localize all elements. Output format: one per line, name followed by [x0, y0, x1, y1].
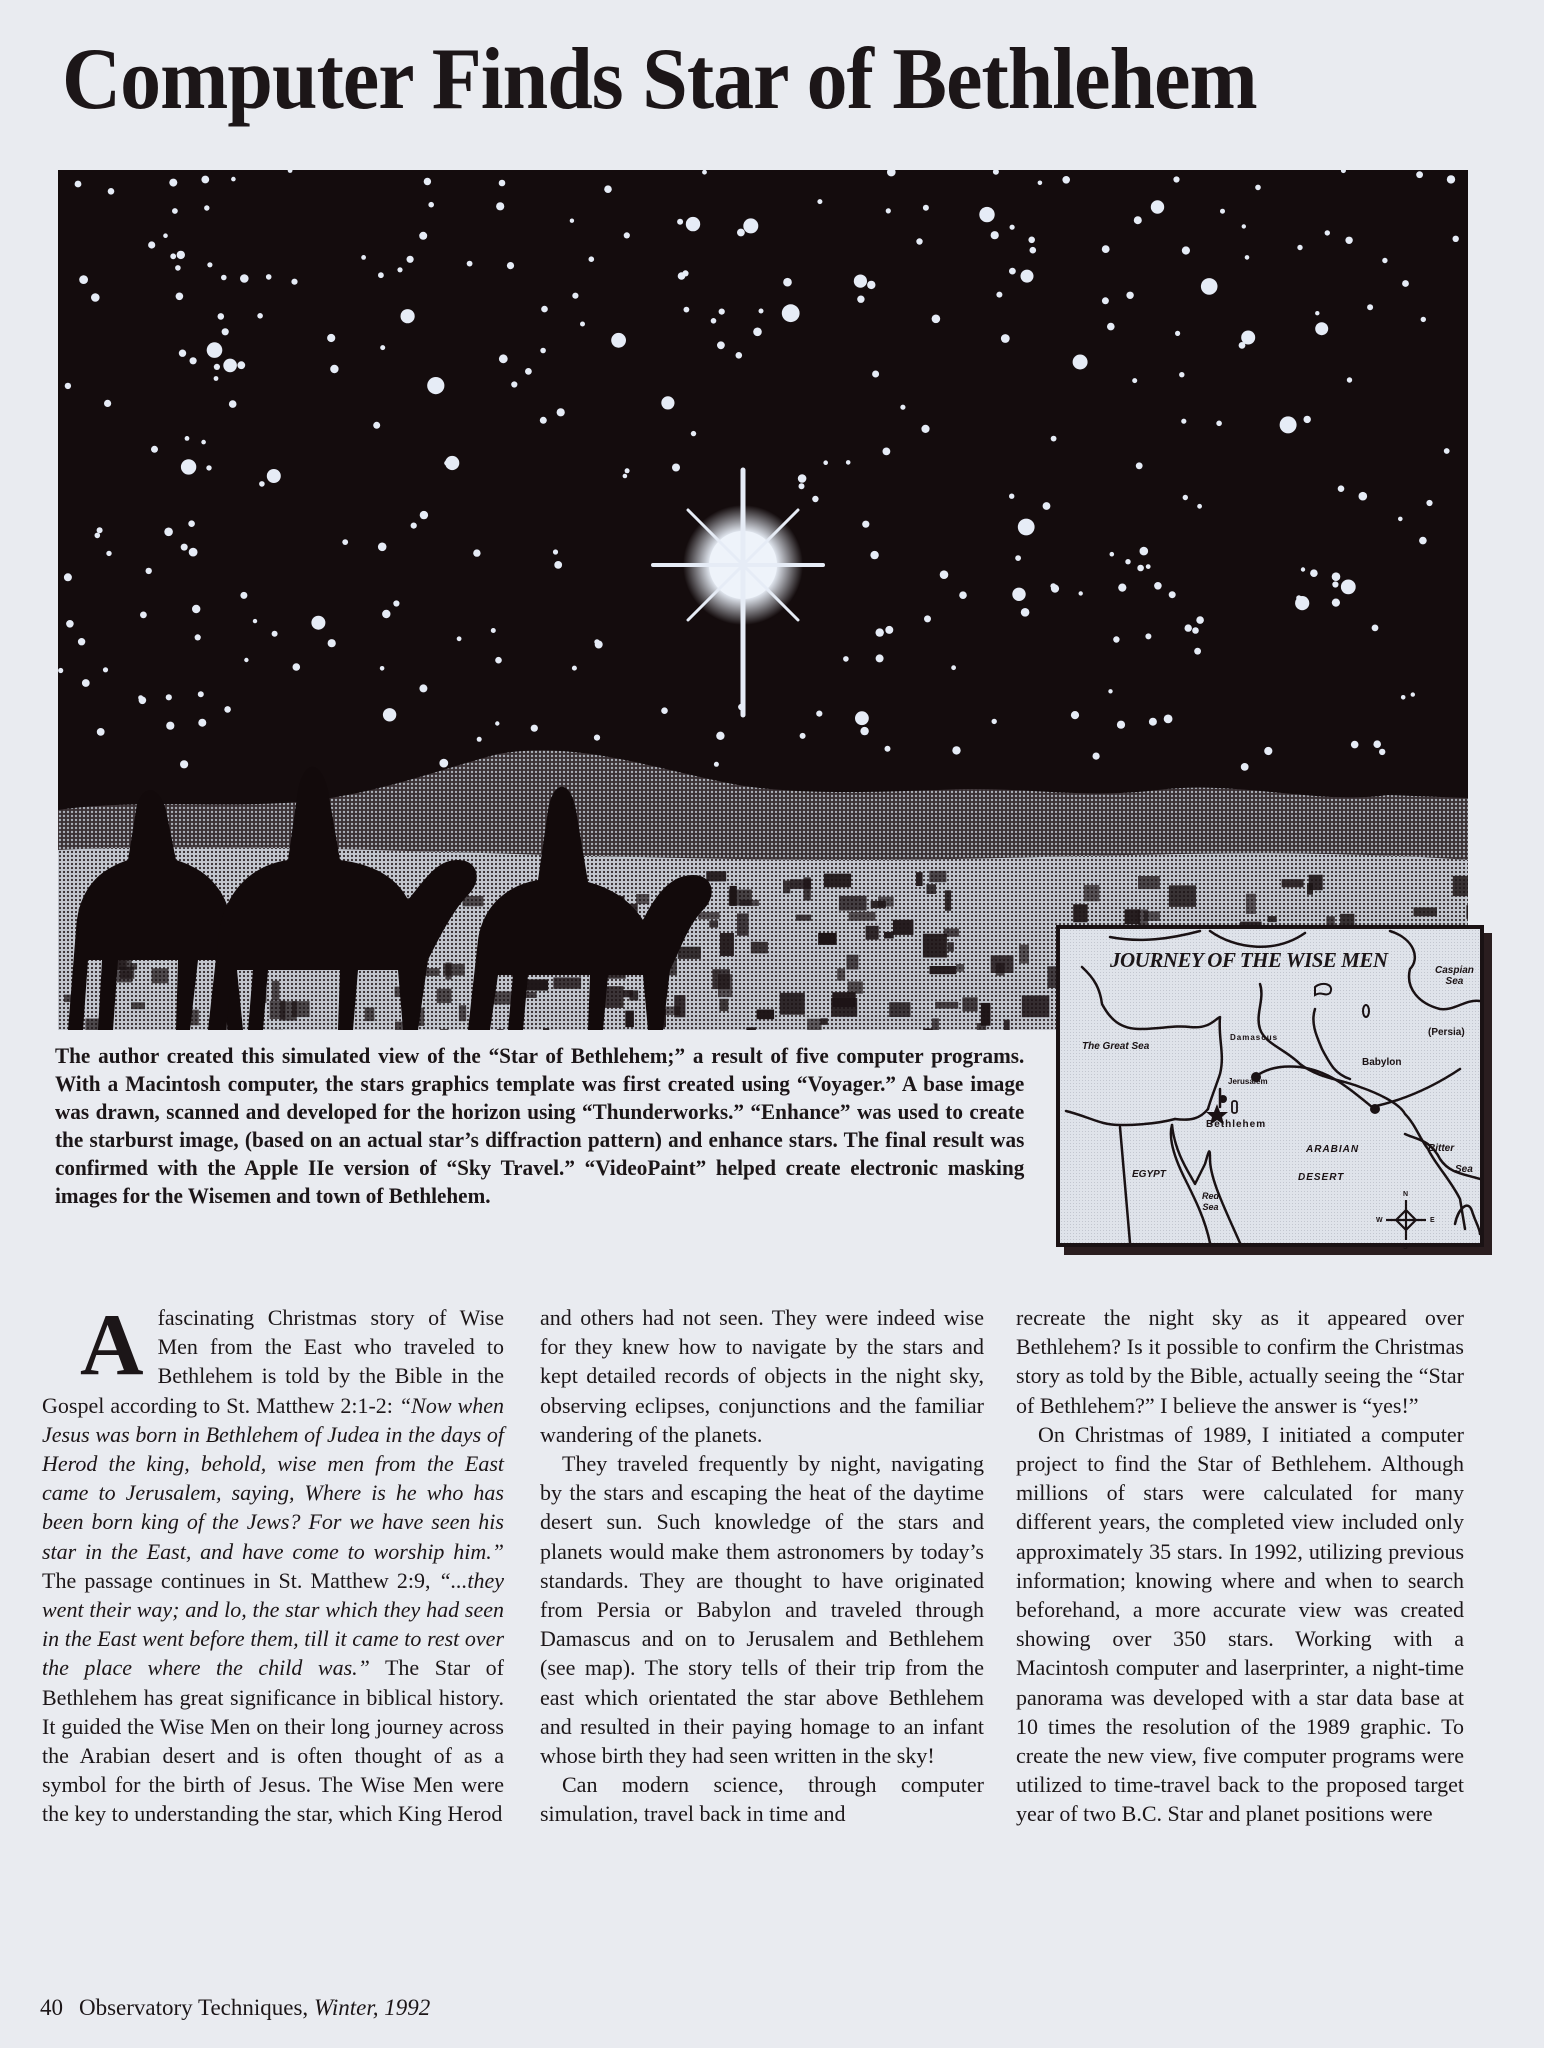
map-label-arabian: ARABIAN	[1306, 1144, 1360, 1155]
map-label-egypt: EGYPT	[1132, 1169, 1166, 1180]
body-column-1	[42, 1297, 504, 1829]
issue-date: Winter, 1992	[313, 1995, 431, 2020]
map-label-red-sea: Red Sea	[1202, 1191, 1220, 1212]
matthew-2-9-quote: “...they went their way; and lo, the star which they had seen in the East went before them, till it came to rest over the place where the child was.”	[42, 1567, 504, 1681]
map-label-caspian-sea: Caspian Sea	[1435, 965, 1474, 987]
map-label-jerusalem: Jerusalem	[1228, 1077, 1268, 1086]
map-label-bitter: Bitter	[1428, 1143, 1455, 1154]
matthew-2-1-quote: “Now when Jesus was born in Bethlehem of Judea in the days of Herod the king, behold, wise men from the East came to Jerusalem, saying, Where is he who has been born king of the Jews? For we have seen his star in the East, and have come to worship him.”	[42, 1392, 504, 1564]
compass-w: W	[1376, 1217, 1383, 1224]
map-label-great-sea: The Great Sea	[1082, 1041, 1150, 1052]
publication-name: Observatory Techniques,	[79, 1995, 309, 2020]
article-title: Computer Finds Star of Bethlehem	[62, 31, 1257, 128]
col2-paragraph-3: Can modern science, through computer simulation, travel back in time and	[540, 1772, 984, 1827]
jerusalem-marker	[1219, 1095, 1227, 1103]
col1-text-b: The passage continues in St. Matthew 2:9,	[42, 1567, 439, 1593]
col3-paragraph-2: On Christmas of 1989, I initiated a computer project to find the Star of Bethlehem. Although millions of stars were calculated for many different years, the completed view included only approximately 35 stars. In 1992, utilizing previous information; knowing where and when to search beforehand, a more accurate view was created showing over 350 stars. Working with a Macintosh computer and laserprinter, a night-time panorama was developed with a star data base at 10 times the resolution of the 1989 graphic. To create the new view, five computer programs were utilized to time-travel back to the proposed target year of two B.C. Star and planet positions were	[1016, 1421, 1464, 1827]
compass-n: N	[1403, 1191, 1409, 1198]
map-label-damascus: Damascus	[1230, 1033, 1279, 1042]
star-of-bethlehem-illustration	[58, 170, 1468, 1030]
map-label-babylon: Babylon	[1362, 1057, 1402, 1068]
col2-paragraph-1: and others had not seen. They were indeed wise for they knew how to navigate by the stars and kept detailed records of objects in the night sky, observing eclipses, conjunctions and the familiar wandering of the planets.	[540, 1305, 984, 1447]
night-sky-scene	[58, 170, 1468, 1030]
starburst-icon	[653, 470, 823, 715]
figure-caption: The author created this simulated view of the “Star of Bethlehem;” a result of five computer programs. With a Macintosh computer, the stars graphics template was first created using “Voyager.” A base image was drawn, scanned and developed for the horizon using “Thunderworks.” “Enhance” was used to create the starburst image, (based on an actual star’s diffraction pattern) and enhance stars. The final result was confirmed with the Apple IIe version of “Sky Travel.” “VideoPaint” helped create electronic masking images for the Wisemen and town of Bethlehem.	[55, 1043, 1025, 1208]
stars-field	[58, 170, 1459, 771]
col1-text-c: The Star of Bethlehem has great significance in biblical history. It guided the Wise Men on their long journey across the Arabian desert and is often thought of as a symbol for the birth of Jesus. The Wise Men were the key to understanding the star, which King Herod	[42, 1655, 504, 1827]
map-label-desert: DESERT	[1298, 1172, 1345, 1183]
journey-map	[1056, 925, 1484, 1251]
col3-paragraph-1: recreate the night sky as it appeared over Bethlehem? Is it possible to confirm the Christmas story as told by the Bible, actually seeing the “Star of Bethlehem?” I believe the answer is “yes!”	[1016, 1305, 1464, 1418]
drop-cap: A	[80, 1297, 144, 1394]
page-footer	[40, 1995, 430, 2021]
compass-e: E	[1430, 1217, 1435, 1224]
map-label-bethlehem: Bethlehem	[1206, 1119, 1267, 1130]
map-label-persia: (Persia)	[1428, 1027, 1465, 1038]
col2-paragraph-2: They traveled frequently by night, navigating by the stars and escaping the heat of the daytime desert sun. Such knowledge of the stars and planets would make them astronomers by today’s standards. They are thought to have originated from Persia or Babylon and traveled through Damascus and on to Jerusalem and Bethlehem (see map). The story tells of their trip from the east which orientated the star above Bethlehem and resulted in their paying homage to an infant whose birth they had seen written in the sky!	[540, 1451, 984, 1769]
body-column-3	[1016, 1303, 1464, 1829]
map-title: JOURNEY OF THE WISE MEN	[1110, 948, 1388, 972]
body-column-2	[540, 1303, 984, 1829]
map-label-sea: Sea	[1455, 1164, 1473, 1175]
col1-text-a: fascinating Christmas story of Wise Men from the East who traveled to Bethlehem is told by the Bible in the Gospel according to St. Matthew 2:1-2:	[42, 1305, 504, 1418]
page-number: 40	[40, 1995, 63, 2020]
compass-s: S	[1403, 1244, 1408, 1251]
map-outline	[1060, 929, 1480, 1243]
babylon-marker	[1370, 1104, 1380, 1114]
